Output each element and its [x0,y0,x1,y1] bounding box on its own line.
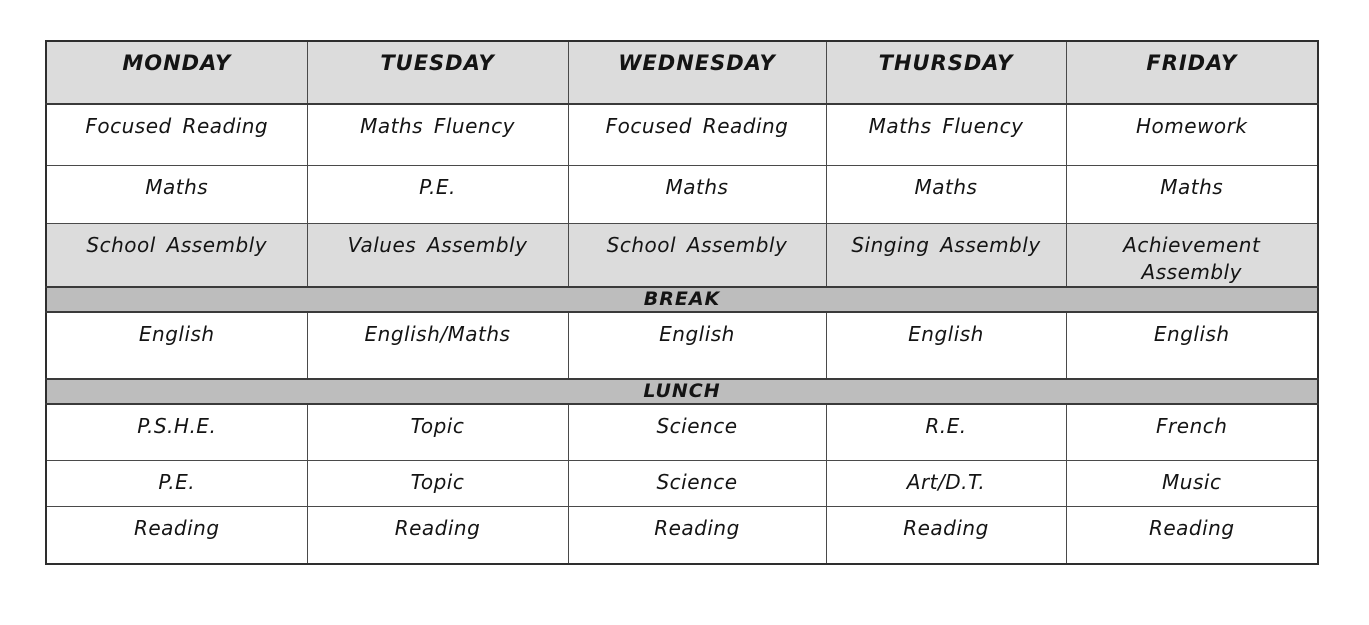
day-header-row [46,41,1318,104]
lunch-banner-row [46,379,1318,404]
break-banner-row [46,287,1318,312]
timetable-cell: Maths Fluency [307,104,568,165]
row-english [46,312,1318,379]
timetable-cell: Focused Reading [568,104,826,165]
weekly-timetable-table [45,40,1319,565]
row-afternoon-2 [46,461,1318,507]
row-afternoon-1 [46,404,1318,461]
timetable-cell: Focused Reading [46,104,307,165]
timetable-cell: Achievement Assembly [1066,223,1318,287]
timetable-cell: English [826,312,1066,379]
timetable-cell: P.S.H.E. [46,404,307,461]
day-header-thursday: THURSDAY [826,41,1066,104]
timetable-cell: English [46,312,307,379]
timetable-cell: French [1066,404,1318,461]
row-assembly [46,223,1318,287]
row-reading [46,507,1318,564]
timetable-cell: Values Assembly [307,223,568,287]
timetable-cell: School Assembly [46,223,307,287]
day-header-wednesday: WEDNESDAY [568,41,826,104]
timetable-cell: Science [568,404,826,461]
timetable-cell: Reading [1066,507,1318,564]
timetable-cell: English [568,312,826,379]
break-banner-label: BREAK [46,287,1318,312]
timetable-cell: Homework [1066,104,1318,165]
row-morning-maths [46,165,1318,223]
timetable-cell: Maths Fluency [826,104,1066,165]
timetable-cell: R.E. [826,404,1066,461]
timetable-cell: Maths [1066,165,1318,223]
timetable-cell: English/Maths [307,312,568,379]
timetable-cell: P.E. [46,461,307,507]
day-header-friday: FRIDAY [1066,41,1318,104]
row-focused-reading [46,104,1318,165]
timetable-cell: Singing Assembly [826,223,1066,287]
timetable-cell: Art/D.T. [826,461,1066,507]
timetable-cell: P.E. [307,165,568,223]
day-header-monday: MONDAY [46,41,307,104]
timetable-cell: School Assembly [568,223,826,287]
timetable-cell: Maths [568,165,826,223]
timetable-cell: Topic [307,404,568,461]
timetable-cell: Maths [826,165,1066,223]
timetable-cell: Reading [826,507,1066,564]
timetable-cell: Music [1066,461,1318,507]
timetable-cell: Topic [307,461,568,507]
timetable-cell: English [1066,312,1318,379]
lunch-banner-label: LUNCH [46,379,1318,404]
timetable-cell: Science [568,461,826,507]
timetable-cell: Reading [46,507,307,564]
timetable-cell: Reading [307,507,568,564]
timetable-cell: Reading [568,507,826,564]
day-header-tuesday: TUESDAY [307,41,568,104]
timetable-cell: Maths [46,165,307,223]
